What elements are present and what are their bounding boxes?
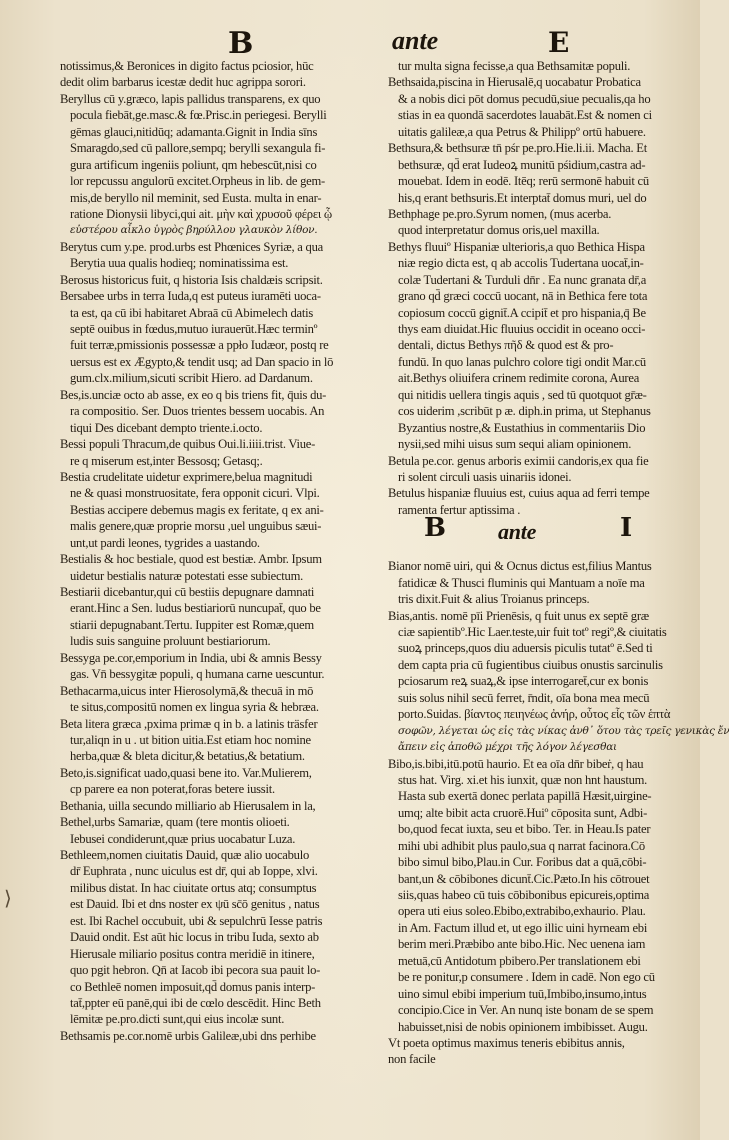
- text-line: dem capta pria cū fugientibus ciuibus onustis sarcinulis: [398, 657, 663, 672]
- text-line: uidetur bestialis naturæ potestati esse subiectum.: [70, 568, 304, 583]
- text-line: Bethphage pe.pro.Syrum nomen, (mus acerba.: [388, 206, 612, 221]
- text-line: milibus distat. In hac ciuitate ortus atq; consumptus: [70, 880, 317, 895]
- text-line: tur,aliqn in u . ut bition uitia.Est etiam hoc nomine: [70, 732, 311, 747]
- text-line: bant,un & cōbibones dicunt̄.Cic.Pæto.In his cōtrouet: [398, 871, 650, 886]
- text-line: Bes,is.unciæ octo ab asse, ex eo q bis triens fit, q̄uis du-: [60, 387, 327, 402]
- text-line: Bessyga pe.cor,emporium in India, ubi & amnis Bessy: [60, 650, 322, 665]
- text-line: Bestias accipere debemus magis ex feritate, q ex ani-: [70, 502, 324, 517]
- text-line: opera uti eius soleo.Ebibo,extrabibo,exhaurio. Plau.: [398, 904, 646, 919]
- text-line: dedit olim barbarus icestæ dedit huc agrippa sorori.: [60, 75, 306, 90]
- text-line: Bethys fluuiº Hispaniæ ulterioris,a quo Bethica Hispa: [388, 239, 645, 254]
- text-line: ri solent circuli uasis uinariis idonei.: [398, 469, 572, 484]
- text-line: his,q erant bethsuris.Et interptat̄ domus muri, uel do: [398, 190, 647, 205]
- text-line: εὐστέρου αἶκλο ὑγρὸς βηρύλλου γλαυκὸν λίθον.: [70, 224, 318, 237]
- section-word: ante: [498, 519, 537, 545]
- section-letter: I: [620, 513, 632, 544]
- right-column-bottom-entries: [388, 558, 729, 1068]
- text-line: fuit terræ,pmissionis possessæ a ppło Iudæor, postq re: [70, 338, 329, 353]
- text-line: co Bethleē nomen imposuit,qd̄ domus panis interp-: [70, 979, 316, 994]
- text-line: ratione Dionysii libyci,qui ait. μὴν καὶ χρυσοῦ φέρει ᾧ: [70, 206, 332, 221]
- text-line: σοφῶν, λέγεται ὡς εἰς τὰς νίκας ἀνθ᾽ ὅτου τὰς τρεῖς γενικὰς ἔν: [398, 724, 729, 737]
- text-line: ra compositio. Ser. Duos trientes bessem uocabis. An: [70, 404, 325, 419]
- text-line: tat̄,ppter eū panē,qui ibi de cœlo descēdit. Hinc Beth: [70, 995, 321, 1010]
- text-line: gas. Vn̄ bessygitæ populi, q humana carne uescuntur.: [70, 667, 325, 682]
- text-line: Betula pe.cor. genus arboris eximii candoris,ex qua fie: [388, 453, 649, 468]
- text-line: porto.Suidas. βίαντος πειηνέως ἀνήρ, οὗτος εἷς τῶν ἑπτὰ: [398, 707, 671, 722]
- text-line: Bethsura,& bethsuræ tn̄ pśr pe.pro.Hie.li.ii. Macha. Et: [388, 141, 647, 156]
- text-line: Bethsamis pe.cor.nomē urbis Galileæ,ubi dns perhibe: [60, 1028, 316, 1043]
- text-line: Betulus hispaniæ fluuius est, cuius aqua ad ferri tempe: [388, 486, 650, 501]
- text-line: colæ Tudertani & Turduli dn̄r . Ea nunc granata dr̄,a: [398, 272, 647, 287]
- text-line: Berosus historicus fuit, q historia Isis chaldæis scripsit.: [60, 272, 323, 287]
- text-line: erant.Hinc a Sen. ludus bestiariorū nuncupat̄, quo be: [70, 601, 321, 616]
- text-line: stiarii depugnabant.Tertu. Iuppiter est Romæ,quem: [70, 617, 314, 632]
- text-line: uino simul ebibi imperium tuū,Imbibo,insumo,intus: [398, 986, 647, 1001]
- text-line: mihi ubi adhibit plus paulo,sua q narrat facinora.Cō: [398, 838, 645, 853]
- text-line: bo,quod fecat iuxta, seu et bibo. Ter. in Heau.Is pater: [398, 822, 651, 837]
- text-line: Hasta sub exertā donec perlata papillā Hæsit,uirgine-: [398, 789, 652, 804]
- text-line: re q miserum est,inter Bessosq; Getasq;.: [70, 453, 263, 468]
- text-line: stias in ea quondā sacerdotes lauabāt.Est & nomen ci: [398, 108, 652, 123]
- text-line: grano qd̄ græci coccū uocant, nā in Bethica fere tota: [398, 289, 648, 304]
- text-line: herba,quæ & bleta dicitur,& betatius,& betatium.: [70, 749, 305, 764]
- text-line: bethsuræ, qd̄ erat Iudeoꝝ munitū pśidium,castra ad-: [398, 157, 646, 172]
- right-column-top-entries: [388, 58, 692, 518]
- text-line: pciosarum reꝝ suaꝝ,& ipse interrogaret̄,cur ex bonis: [398, 674, 649, 689]
- text-line: dentali, dictus Bethys πῆδ & quod est & pro-: [398, 338, 614, 353]
- text-line: uitatis galileæ,a qua Petrus & Philippº ortū habuere.: [398, 124, 646, 139]
- text-line: te situs,compositū nomen ex lingua syria & hebræa.: [70, 700, 319, 715]
- text-line: berim meri.Præbibo ante bibo.Hic. Nec uenena iam: [398, 937, 646, 952]
- text-line: quo pgit hebron. Qn̄ at Iacob ibi pecora sua pauit lo-: [70, 963, 321, 978]
- text-line: Beta litera græca ,pxima primæ q in b. a latinis träsfer: [60, 716, 318, 731]
- text-line: Bethel,urbs Samariæ, quam (tere montis olioeti.: [60, 815, 290, 830]
- text-line: non facile: [388, 1052, 436, 1067]
- text-line: suis solus nihil secū ferret, r̄ndit, oīa bona mea mecū: [398, 690, 650, 705]
- text-line: ludis suis sanguine proluunt bestiariorum.: [70, 634, 271, 649]
- text-line: bibo simul bibo,Plau.in Cur. Foribus dat a quā,cōbi-: [398, 855, 647, 870]
- text-line: uersus est ex Ægypto,& tendit usq; ad Dan spacio in lō: [70, 354, 334, 369]
- text-line: ramenta fertur aptissima .: [398, 502, 521, 517]
- text-line: in Am. Factum illud et, ut ego illic uini hyrneam ebi: [398, 920, 648, 935]
- text-line: & a nobis dici pōt domus pecudū,siue pecualis,qa ho: [398, 91, 651, 106]
- text-line: Smaragdo,sed cū pallore,sempq; berylli sexangula fi-: [70, 141, 326, 156]
- text-line: Bianor nomē uiri, qui & Ocnus dictus est,filius Mantus: [388, 559, 652, 574]
- text-line: Beryllus cū y.græco, lapis pallidus transparens, ex quo: [60, 91, 321, 106]
- text-line: Byzantius nostre,& Eustathius in commentariis Dio: [398, 420, 646, 435]
- text-line: septē ouibus in fœdus,mutuo iurauerūt.Hæc terminº: [70, 322, 318, 336]
- left-text-column: [60, 58, 378, 1108]
- text-line: stus hat. Virg. xi.et his iunxit, quæ non hnt haustum.: [398, 772, 648, 787]
- text-line: gura artificum ingeniis poliunt, qm hebescūt,nisi co: [70, 157, 317, 172]
- text-line: dr̄ Euphrata , nunc uiculus est dr̄, qui ab Ioppe, xlvi.: [70, 864, 318, 879]
- text-line: metuā,cū Antidotum pbibero.Per translationem ebi: [398, 953, 641, 968]
- text-line: est. Ibi Rachel occubuit, ubi & sepulchrū Iesse patris: [70, 913, 323, 928]
- text-line: Bethsaida,piscina in Hierusalē,q uocabatur Probatica: [388, 75, 641, 90]
- text-line: ἄπειν εἰς ἀποθῶ μέχρι τῆς λόγον λέγεσθαι: [398, 741, 617, 754]
- text-line: nysii,sed mihi uisus sum sequi aliam opinionem.: [398, 437, 632, 452]
- text-line: pocula fiebāt,ge.masc.& fœ.Prisc.in periegesi. Berylli: [70, 108, 327, 123]
- text-line: qui nitidis uellera tingis aquis , sed tū quotquot gr̄æ-: [398, 387, 647, 402]
- text-line: Iebusei condiderunt,quæ prius uocabatur Luza.: [70, 831, 296, 846]
- text-line: tur multa signa fecisse,a qua Bethsamitæ populi.: [398, 59, 631, 73]
- text-line: mis,de beryllo nil meminit, sed Eusta. multa in enar-: [70, 190, 322, 205]
- text-line: habuisset,nisi de nobis opinionem imbibisset. Augu.: [398, 1019, 648, 1034]
- text-line: Hierusale miliario positus contra meridiē in itinere,: [70, 946, 315, 961]
- text-line: Berytia uua qualis hodieq; nominatissima est.: [70, 256, 289, 271]
- text-line: Bias,antis. nomē pīi Prienēsis, q fuit unus ex septē græ: [388, 608, 649, 623]
- text-line: Bethleem,nomen ciuitatis Dauid, quæ alio uocabulo: [60, 848, 310, 862]
- text-line: umq; alte bibit acta cruorē.Huiº cōposita sunt, Adbi-: [398, 805, 648, 820]
- text-line: copiosum coccū gignit̄.A ccipit̄ et pro hispania,q̄ Be: [398, 305, 646, 320]
- text-line: gum.clx.milium,sicuti scribit Hiero. ad Dardanum.: [70, 371, 313, 386]
- text-line: siis,quas habeo cū tuis cōbibonibus epicureis,optima: [398, 888, 650, 902]
- text-line: Bibo,is.bibi,itū.potū haurio. Et ea oīa dn̄r bibeṙ, q hau: [388, 756, 644, 771]
- signature-mark: B: [228, 26, 254, 61]
- text-line: ait.Bethys oliuifera crinem redimite corona, Aurea: [398, 371, 640, 386]
- text-line: lēmitæ pe.pro.dicti sunt,qui eius incolæ sunt.: [70, 1012, 285, 1027]
- text-line: Bessi populi Thracum,de quibus Oui.li.iiii.trist. Viue-: [60, 437, 316, 452]
- section-header: [388, 513, 692, 554]
- text-line: malis genere,quæ proprie morsu ,uel unguibus sæui-: [70, 519, 322, 534]
- text-line: concipio.Cice in Ver. An nunq iste bonam de se spem: [398, 1003, 654, 1018]
- text-line: Berytus cum y.pe. prod.urbs est Phœnices Syriæ, a qua: [60, 239, 323, 254]
- text-line: suoꝝ princeps,quos diu aduersis piculis tutatº ē.Sed ti: [398, 641, 653, 656]
- text-line: tiqui Des dicebant dempto triente.i.octo.: [70, 420, 263, 435]
- text-line: Beto,is.significat uado,quasi bene ito. Var.Mulierem,: [60, 765, 312, 780]
- text-line: est Dauid. Ibi et dns noster ex ψū sc̄ō genitus , natus: [70, 897, 320, 912]
- text-line: fatidicæ & Thusci fluminis qui Mantuam a noīe ma: [398, 575, 645, 590]
- text-line: Bethania, uilla secundo milliario ab Hierusalem in la,: [60, 798, 316, 813]
- gutter-mark: ⟩: [4, 888, 12, 910]
- text-line: mouebat. Idem in eodē. Itēq; rerū sermonē habuit cū: [398, 174, 649, 189]
- text-line: Vt poeta optimus maximus teneris ebibitus annis,: [388, 1035, 625, 1050]
- text-line: tris dixit.Fuit & alius Troianus princeps.: [398, 592, 590, 607]
- text-line: gēmas glauci,nitidūq; adamanta.Gignit in India sīns: [70, 124, 318, 139]
- page-header-word: ante: [392, 26, 439, 55]
- page-header-letter: E: [548, 26, 570, 59]
- text-line: lor repcussu angulorū excitet.Orpheus in lib. de gem-: [70, 174, 325, 189]
- section-signature: B: [424, 513, 446, 544]
- text-line: Bethacarma,uicus inter Hierosolymā,& thecuā in mō: [60, 683, 314, 698]
- text-line: be re ponitur,p consumere . Idem in cadē. Non ego cū: [398, 970, 655, 985]
- text-line: unt,ut pardi leones, tygrides a uastando.: [70, 535, 260, 550]
- text-line: notissimus,& Beronices in digito factus pciosior, hūc: [60, 59, 314, 73]
- text-line: fundū. In quo lanas pulchro colore tigi ondit Mar.cū: [398, 354, 646, 369]
- text-line: quod interpretatur domus oris,uel maxilla.: [398, 223, 600, 238]
- right-text-column: [388, 58, 729, 1108]
- text-line: Dauid ondit. Est aūt hic locus in tribu Iuda, sexto ab: [70, 930, 319, 945]
- text-line: ta est, qa cū ibi habitaret Abraā cū Abimelech datis: [70, 305, 313, 320]
- text-line: cp parere ea non poterat,foras betere iussit.: [70, 782, 275, 797]
- text-line: Bestialis & hoc bestiale, quod est bestiæ. Ambr. Ipsum: [60, 552, 322, 567]
- text-line: ciæ sapientibº.Hic Laer.teste,uir fuit totº regiº,& ciuitatis: [398, 625, 667, 639]
- text-line: Bestiarii dicebantur,qui cū bestiis depugnare damnati: [60, 585, 315, 599]
- text-line: thys eam diuidat.Hic fluuius occidit in oceano occi-: [398, 322, 646, 336]
- text-line: cos uiderim ,scribūt p æ. diph.in prima, ut Stephanus: [398, 404, 651, 419]
- text-line: ne & quasi monstruositate, fera opponit cicuri. Vlpi.: [70, 486, 320, 501]
- text-line: Bestia crudelitate uidetur exprimere,belua magnitudi: [60, 469, 313, 484]
- text-line: niæ regio dicta est, q ab accolis Tudertana uocat̄,in-: [398, 256, 644, 271]
- text-line: Bersabee urbs in terra Iuda,q est puteus iuramēti uoca-: [60, 289, 321, 304]
